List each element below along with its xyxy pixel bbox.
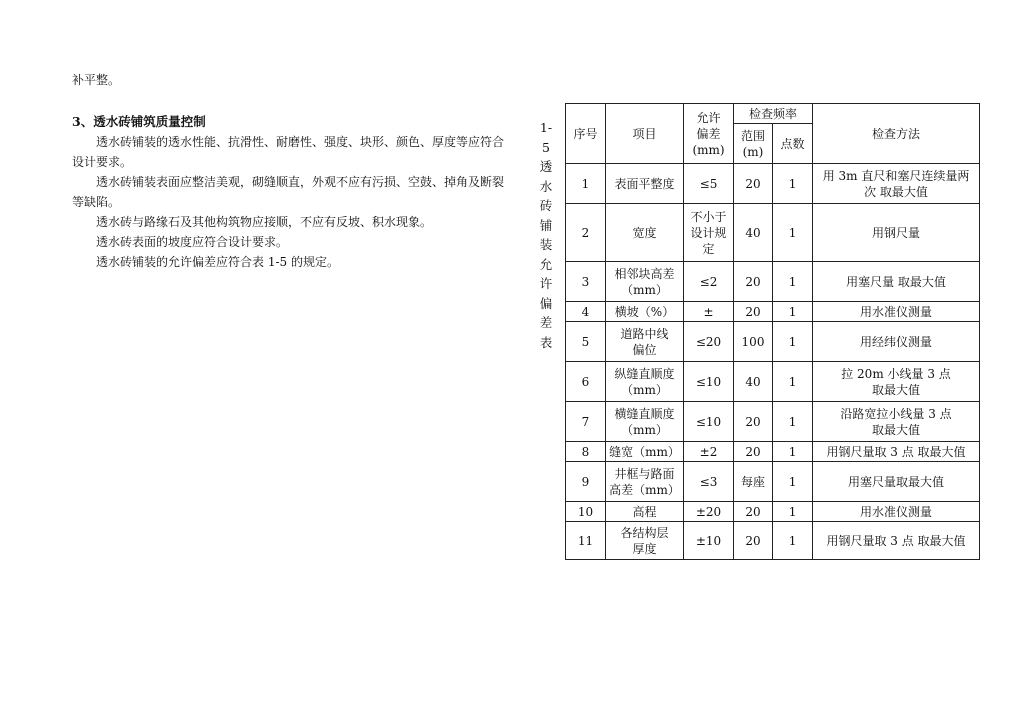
cell-item-text: 宽度 <box>632 225 657 240</box>
deviation-table <box>565 103 980 560</box>
cell-method-text: 用水准仪测量 <box>860 504 933 519</box>
cell-points-text: 1 <box>788 176 797 191</box>
cell-allow <box>684 502 734 522</box>
table-caption <box>534 118 558 352</box>
header-allow <box>684 104 734 164</box>
cell-allow-text: ≤2 <box>699 274 718 289</box>
cell-method <box>813 522 980 560</box>
paragraph: 透水砖铺装表面应整洁美观，砌缝顺直，外观不应有污损、空鼓、掉角及断裂等缺陷。 <box>72 175 505 209</box>
cell-item-text: 井框与路面 高差（mm） <box>609 466 680 497</box>
continuation-text: 补平整。 <box>72 73 121 87</box>
cell-method-text: 拉 20m 小线量 3 点 取最大值 <box>841 366 951 397</box>
table-row <box>566 262 980 302</box>
cell-item <box>606 302 684 322</box>
cell-points-text: 1 <box>788 304 797 319</box>
cell-points <box>773 362 813 402</box>
caption-char: 偏 <box>539 295 553 311</box>
cell-allow <box>684 362 734 402</box>
table-row <box>566 204 980 262</box>
cell-points <box>773 442 813 462</box>
cell-no <box>566 262 606 302</box>
cell-allow-text: ≤3 <box>699 474 718 489</box>
caption-char: 砖 <box>539 198 553 213</box>
cell-no <box>566 204 606 262</box>
cell-no-text: 9 <box>581 474 590 489</box>
table-row <box>566 502 980 522</box>
cell-no-text: 5 <box>581 334 590 349</box>
cell-no-text: 2 <box>581 225 590 240</box>
cell-method <box>813 362 980 402</box>
caption-char: 表 <box>539 334 553 350</box>
cell-allow-text: ≤10 <box>695 374 722 389</box>
cell-method-text: 沿路宽拉小线量 3 点 取最大值 <box>840 406 952 437</box>
cell-method <box>813 262 980 302</box>
cell-item <box>606 164 684 204</box>
cell-item <box>606 362 684 402</box>
cell-item <box>606 262 684 302</box>
cell-points <box>773 462 813 502</box>
cell-range-text: 20 <box>745 533 761 548</box>
cell-allow <box>684 522 734 560</box>
cell-allow <box>684 302 734 322</box>
cell-range-text: 100 <box>741 334 765 349</box>
cell-no-text: 11 <box>577 533 594 548</box>
header-no: 序号 <box>566 104 606 164</box>
cell-range-text: 40 <box>745 225 761 240</box>
cell-points <box>773 262 813 302</box>
cell-item-text: 纵缝直顺度 （mm） <box>614 366 675 397</box>
cell-no <box>566 322 606 362</box>
header-method: 检查方法 <box>813 104 980 164</box>
cell-method-text: 用钢尺量 <box>872 225 921 240</box>
cell-no-text: 10 <box>577 504 594 519</box>
cell-range-text: 20 <box>745 504 761 519</box>
cell-allow-text: 不小于 设计规 定 <box>690 209 727 256</box>
paragraph: 透水砖与路缘石及其他构筑物应接顺，不应有反坡、积水现象。 <box>96 215 433 229</box>
cell-no <box>566 502 606 522</box>
cell-item-text: 横缝直顺度 （mm） <box>614 406 675 437</box>
cell-item-text: 表面平整度 <box>614 176 675 191</box>
cell-method <box>813 164 980 204</box>
cell-no <box>566 362 606 402</box>
cell-method-text: 用经纬仪测量 <box>860 334 933 349</box>
caption-char: 5 <box>542 139 550 155</box>
cell-method-text: 用钢尺量取 3 点 取最大值 <box>826 444 966 459</box>
caption-char: 装 <box>539 237 553 252</box>
cell-range-text: 20 <box>745 444 761 459</box>
paragraph: 透水砖铺装的允许偏差应符合表 1-5 的规定。 <box>96 255 339 269</box>
cell-points <box>773 302 813 322</box>
cell-points-text: 1 <box>788 334 797 349</box>
cell-no <box>566 302 606 322</box>
cell-allow-text: ≤5 <box>699 176 718 191</box>
cell-allow-text: ±10 <box>695 533 722 548</box>
cell-allow <box>684 462 734 502</box>
table-row <box>566 522 980 560</box>
cell-points <box>773 164 813 204</box>
header-freq: 检查频率 <box>734 104 813 124</box>
cell-range <box>734 522 773 560</box>
cell-points-text: 1 <box>788 274 797 289</box>
cell-points-text: 1 <box>788 504 797 519</box>
header-allow-text: 允许 偏差 (mm) <box>692 110 725 157</box>
caption-char: 铺 <box>539 217 553 233</box>
cell-points-text: 1 <box>788 374 797 389</box>
caption-char: 1- <box>539 120 553 135</box>
cell-range-text: 20 <box>745 176 761 191</box>
cell-points-text: 1 <box>788 225 797 240</box>
cell-range-text: 20 <box>745 414 761 429</box>
cell-allow <box>684 322 734 362</box>
cell-range <box>734 322 773 362</box>
cell-no <box>566 164 606 204</box>
cell-points <box>773 204 813 262</box>
table-row <box>566 302 980 322</box>
cell-method <box>813 462 980 502</box>
cell-allow-text: ≤10 <box>695 414 722 429</box>
cell-item-text: 横坡（%） <box>614 304 675 319</box>
cell-method <box>813 402 980 442</box>
paragraph: 透水砖表面的坡度应符合设计要求。 <box>96 235 289 249</box>
cell-no <box>566 442 606 462</box>
cell-item <box>606 322 684 362</box>
cell-method <box>813 502 980 522</box>
cell-method-text: 用水准仪测量 <box>860 304 933 319</box>
cell-allow <box>684 204 734 262</box>
header-points: 点数 <box>773 124 813 164</box>
cell-points-text: 1 <box>788 444 797 459</box>
cell-range <box>734 204 773 262</box>
cell-no <box>566 402 606 442</box>
cell-allow-text: ±20 <box>695 504 722 519</box>
cell-range-text: 每座 <box>740 474 765 489</box>
table-row <box>566 164 980 204</box>
cell-item <box>606 442 684 462</box>
cell-range-text: 40 <box>745 374 761 389</box>
cell-no-text: 4 <box>581 304 590 319</box>
table-row <box>566 362 980 402</box>
cell-range <box>734 442 773 462</box>
cell-range <box>734 262 773 302</box>
caption-char: 允 <box>539 256 553 272</box>
cell-item <box>606 502 684 522</box>
cell-method <box>813 322 980 362</box>
cell-points-text: 1 <box>788 414 797 429</box>
cell-range <box>734 462 773 502</box>
cell-method <box>813 302 980 322</box>
caption-char: 许 <box>539 276 553 291</box>
cell-item-text: 缝宽（mm） <box>609 444 680 459</box>
cell-points-text: 1 <box>788 474 797 489</box>
cell-item-text: 道路中线 偏位 <box>620 326 669 357</box>
paragraph: 透水砖铺装的透水性能、抗滑性、耐磨性、强度、块形、颜色、厚度等应符合设计要求。 <box>72 135 505 169</box>
cell-item-text: 高程 <box>632 504 657 519</box>
cell-allow-text: ± <box>703 304 714 319</box>
cell-allow <box>684 402 734 442</box>
cell-method <box>813 442 980 462</box>
cell-range <box>734 164 773 204</box>
table-row <box>566 322 980 362</box>
cell-allow <box>684 262 734 302</box>
cell-range <box>734 362 773 402</box>
table-row <box>566 442 980 462</box>
cell-range <box>734 302 773 322</box>
cell-no-text: 8 <box>581 444 590 459</box>
cell-item <box>606 402 684 442</box>
cell-range <box>734 402 773 442</box>
cell-points <box>773 322 813 362</box>
cell-points <box>773 402 813 442</box>
cell-allow-text: ±2 <box>699 444 718 459</box>
cell-no <box>566 522 606 560</box>
cell-method-text: 用塞尺量取最大值 <box>848 474 945 489</box>
cell-item-text: 各结构层 厚度 <box>620 525 669 556</box>
table-row <box>566 402 980 442</box>
cell-no-text: 7 <box>581 414 590 429</box>
cell-range <box>734 502 773 522</box>
cell-points-text: 1 <box>788 533 797 548</box>
header-item: 项目 <box>606 104 684 164</box>
cell-method-text: 用塞尺量 取最大值 <box>846 274 946 289</box>
caption-char: 透 <box>539 159 553 174</box>
cell-no <box>566 462 606 502</box>
cell-item <box>606 522 684 560</box>
cell-allow <box>684 442 734 462</box>
cell-method-text: 用钢尺量取 3 点 取最大值 <box>826 533 966 548</box>
cell-allow-text: ≤20 <box>695 334 722 349</box>
cell-item <box>606 204 684 262</box>
cell-allow <box>684 164 734 204</box>
header-range-text: 范围 (m) <box>740 128 765 159</box>
caption-char: 差 <box>539 315 553 330</box>
cell-no-text: 6 <box>581 374 590 389</box>
cell-item <box>606 462 684 502</box>
cell-points <box>773 522 813 560</box>
caption-char: 水 <box>539 178 553 194</box>
cell-points <box>773 502 813 522</box>
cell-no-text: 1 <box>581 176 590 191</box>
cell-range-text: 20 <box>745 274 761 289</box>
cell-item-text: 相邻块高差 （mm） <box>614 266 675 297</box>
body-text <box>72 70 512 272</box>
cell-method-text: 用 3m 直尺和塞尺连续量两 次 取最大值 <box>822 168 970 199</box>
cell-range-text: 20 <box>745 304 761 319</box>
cell-method <box>813 204 980 262</box>
header-range <box>734 124 773 164</box>
table-row <box>566 462 980 502</box>
section-heading: 3、透水砖铺筑质量控制 <box>72 114 206 129</box>
cell-no-text: 3 <box>581 274 590 289</box>
